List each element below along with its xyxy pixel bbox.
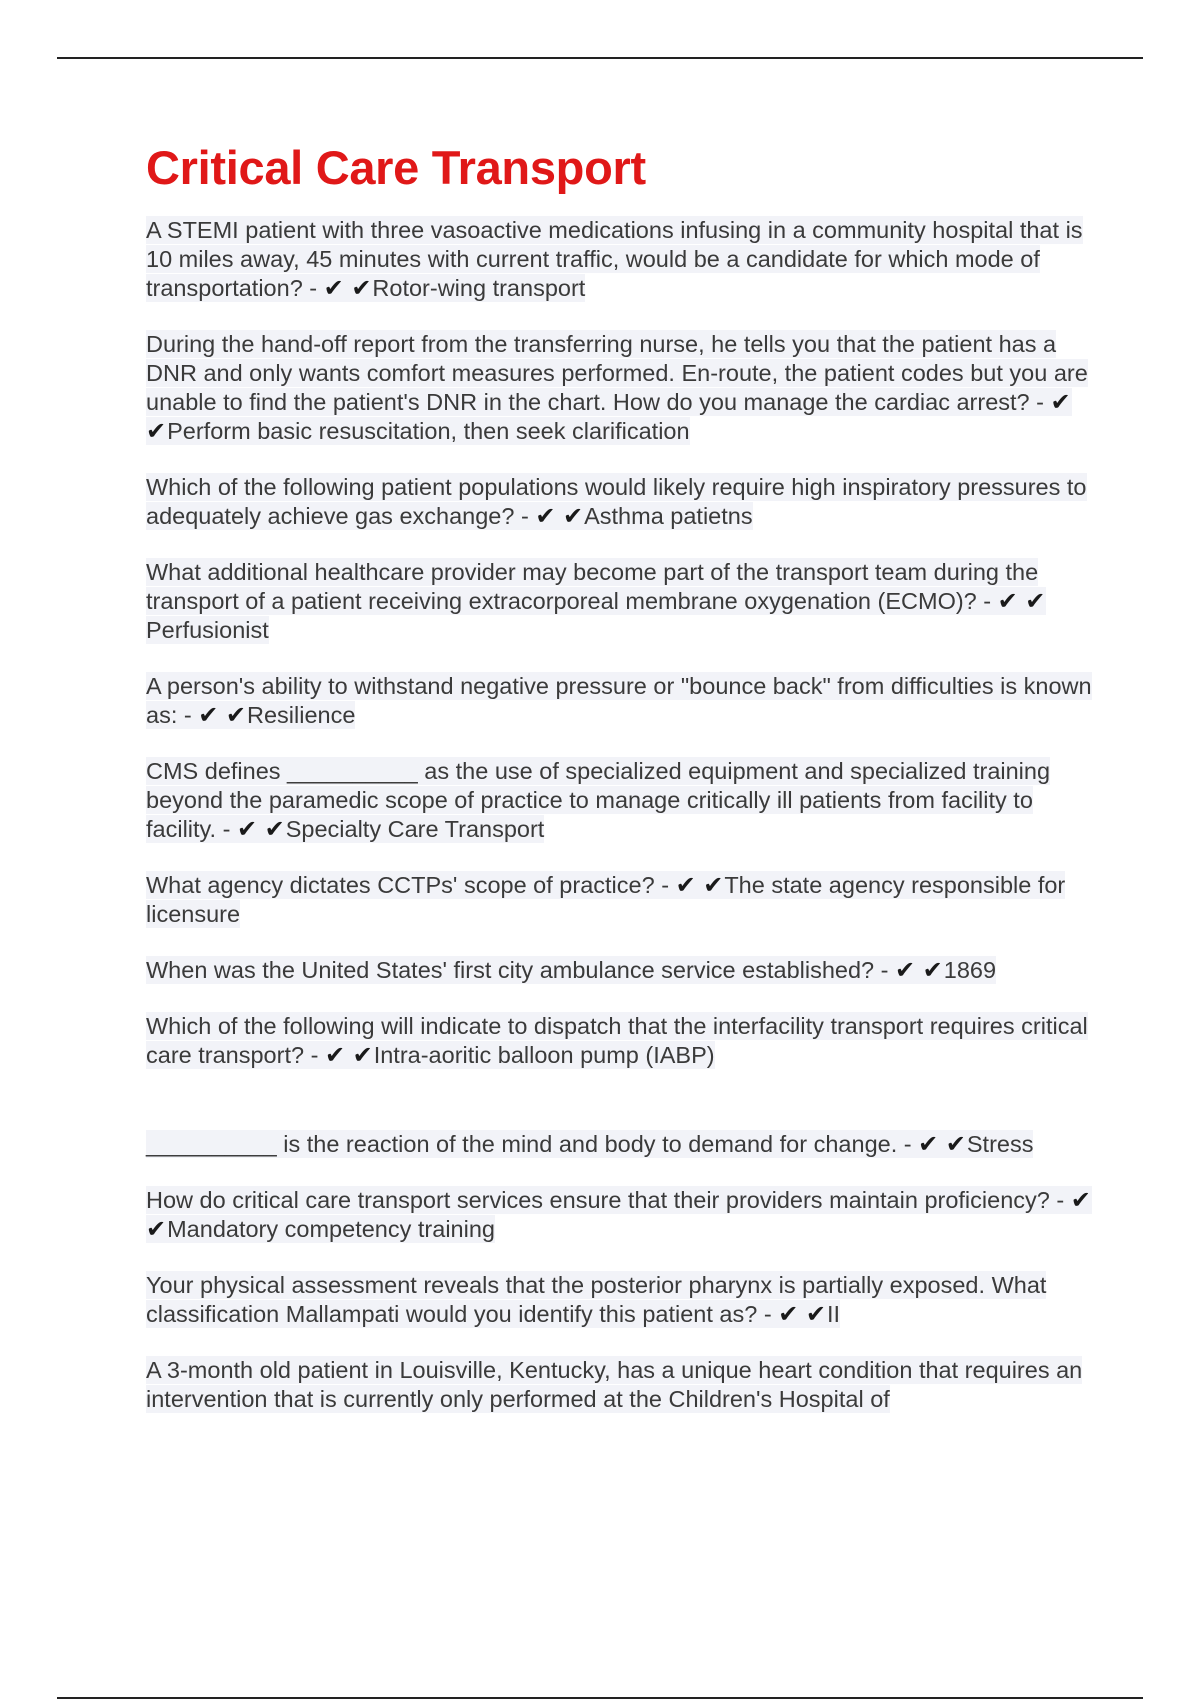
check-icon: ✔: [146, 1215, 167, 1243]
qa-item: [146, 1271, 1096, 1329]
separator: -: [514, 503, 536, 529]
check-icon: ✔: [805, 1300, 826, 1328]
question-text: What additional healthcare provider may become part of the transport team during the transport of a patient receiving extracorporeal membrane oxygenation (ECMO)?: [146, 559, 1039, 614]
qa-item: [146, 1130, 1096, 1159]
qa-item: [146, 473, 1096, 531]
page-title: Critical Care Transport: [146, 141, 646, 194]
check-icon: ✔: [198, 701, 219, 729]
separator: -: [302, 275, 324, 301]
separator: -: [976, 588, 998, 614]
check-icon: ✔: [918, 1130, 939, 1158]
answer-text: Rotor-wing transport: [372, 275, 586, 301]
qa-item: [146, 871, 1096, 929]
check-icon: ✔: [1050, 388, 1071, 416]
question-text: CMS defines __________ as the use of specialized equipment and specialized training beyond the paramedic scope of practice to manage critically ill patients from facility to facility.: [146, 758, 1051, 842]
answer-text: Perform basic resuscitation, then seek clarification: [167, 418, 690, 444]
separator: -: [874, 957, 896, 983]
separator: -: [177, 702, 199, 728]
answer-text: Stress: [966, 1131, 1034, 1157]
check-icon: ✔: [945, 1130, 966, 1158]
question-text: Which of the following will indicate to dispatch that the interfacility transport requires critical care transport?: [146, 1013, 1088, 1068]
separator: -: [304, 1042, 325, 1068]
question-text: What agency dictates CCTPs' scope of practice?: [146, 872, 655, 898]
footer-rule: [57, 1697, 1143, 1699]
qa-item: [146, 956, 1096, 985]
check-icon: ✔: [351, 274, 372, 302]
separator: -: [654, 872, 676, 898]
question-text: During the hand-off report from the transferring nurse, he tells you that the patient has a DNR and only wants comfort measures performed. En-route, the patient codes but you are unable to find the patient's DNR in the chart. How do you manage the cardiac arrest?: [146, 331, 1088, 415]
qa-item: [146, 330, 1096, 446]
answer-text: 1869: [943, 957, 997, 983]
check-icon: ✔: [535, 502, 556, 530]
check-icon: ✔: [264, 815, 285, 843]
qa-item: [146, 216, 1096, 303]
answer-text: Asthma patietns: [584, 503, 753, 529]
check-icon: ✔: [1070, 1186, 1091, 1214]
answer-text: Resilience: [247, 702, 356, 728]
check-icon: ✔: [323, 274, 344, 302]
question-text: Which of the following patient populations would likely require high inspiratory pressures to adequately achieve gas exchange?: [146, 474, 1087, 529]
check-icon: ✔: [225, 701, 246, 729]
check-icon: ✔: [895, 956, 916, 984]
answer-text: Specialty Care Transport: [285, 816, 545, 842]
qa-item: [146, 1356, 1096, 1414]
check-icon: ✔: [324, 1041, 346, 1069]
separator: -: [216, 816, 237, 842]
document-body: [146, 140, 1096, 1441]
separator: -: [897, 1131, 919, 1157]
check-icon: ✔: [778, 1300, 799, 1328]
answer-text: Perfusionist: [146, 617, 269, 643]
check-icon: ✔: [997, 587, 1018, 615]
qa-item: [146, 757, 1096, 844]
check-icon: ✔: [352, 1041, 373, 1069]
question-text: __________ is the reaction of the mind and body to demand for change.: [146, 1131, 898, 1157]
qa-item: [146, 1012, 1096, 1070]
check-icon: ✔: [922, 956, 943, 984]
separator: -: [1049, 1187, 1071, 1213]
check-icon: ✔: [703, 871, 724, 899]
qa-item: [146, 1186, 1096, 1244]
header-rule: [57, 57, 1143, 59]
check-icon: ✔: [1025, 587, 1046, 615]
check-icon: ✔: [146, 417, 167, 445]
qa-item: [146, 558, 1096, 645]
question-text: A 3-month old patient in Louisville, Kentucky, has a unique heart condition that requires an intervention that is currently only performed at the Children's Hospital of: [146, 1357, 1083, 1412]
check-icon: ✔: [675, 871, 696, 899]
question-text: A STEMI patient with three vasoactive medications infusing in a community hospital that is 10 miles away, 45 minutes with current traffic, would be a candidate for which mode of transportation?: [146, 217, 1083, 301]
qa-item: [146, 672, 1096, 730]
check-icon: ✔: [562, 502, 584, 530]
answer-text: The state agency responsible for licensure: [146, 872, 1066, 927]
answer-text: Mandatory competency training: [167, 1216, 495, 1242]
answer-text: Intra-aoritic balloon pump (IABP): [373, 1042, 715, 1068]
check-icon: ✔: [236, 815, 258, 843]
separator: -: [1029, 389, 1051, 415]
question-text: Your physical assessment reveals that the posterior pharynx is partially exposed. What classification Mallampati would you identify this patient as?: [146, 1272, 1047, 1327]
answer-text: II: [826, 1301, 841, 1327]
question-text: When was the United States' first city ambulance service established?: [146, 957, 875, 983]
question-text: How do critical care transport services ensure that their providers maintain proficiency?: [146, 1187, 1050, 1213]
question-text: A person's ability to withstand negative pressure or "bounce back" from difficulties is known as:: [146, 673, 1092, 728]
separator: -: [757, 1301, 779, 1327]
